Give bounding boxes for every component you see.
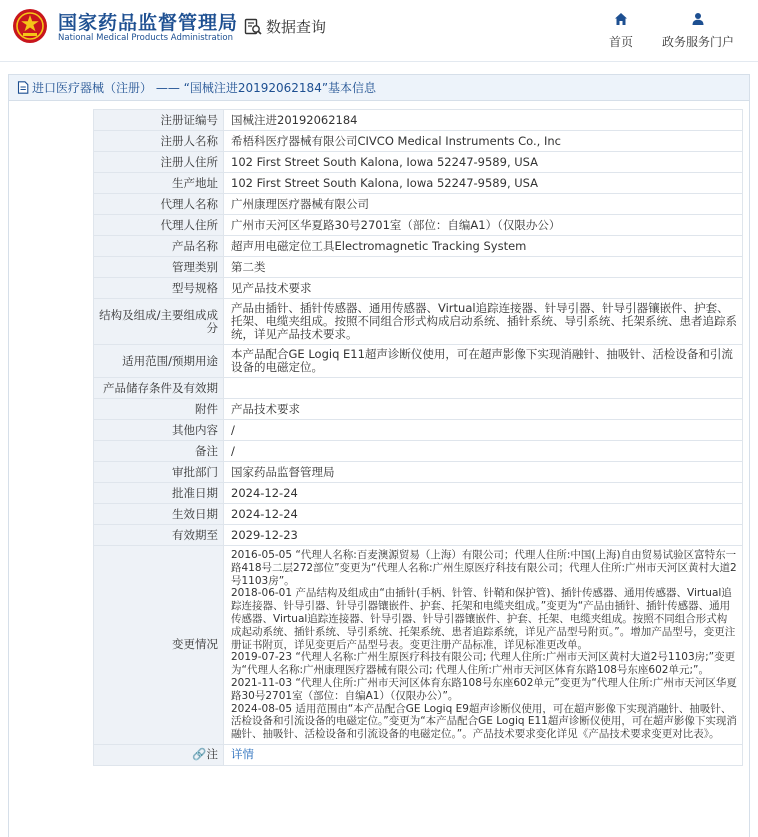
field-label: 生产地址 [94,173,224,194]
field-value: 2024-12-24 [224,483,743,504]
change-history-value: 2016-05-05 “代理人名称:百麦澳源贸易（上海）有限公司；代理人住所:中国(上海)自由贸易试验区富特东一路418号二层272部位”变更为“代理人名称:广州生原医疗科技有限公司；代理人住所:广州市天河区黄村大道2号1103房”。 2018-06-01 产品结构及组成由“由插针(手柄、针管、针鞘和保护管)、插针传感器、通用传感器、Virtual追踪连接器、针导引器、针导引器镶嵌件、护套、托架和电缆夹组成。”变更为“产品由插针、插针传感器、通用传感器、Virtual追踪连接器、针导引器、针导引器镶嵌件、护套、托架、电缆夹组成。按照不同组合形式构成起动系统、插针系统、导引系统、托架系统、患者追踪系统，详见产品型号附页。”。增加产品型号，变更注册证书附页，详见变更后产品型号表。变更注册产品标准，详见标准更改单。 2019-07-23 “代理人名称:广州生原医疗科技有限公司; 代理人住所:广州市天河区黄村大道2号1103房;”变更为“代理人名称:广州康理医疗器械有限公司; 代理人住所:广州市天河区体育东路108号东座602单元;”。 2021-11-03 “代理人住所:广州市天河区体育东路108号东座602单元”变更为“代理人住所:广州市天河区华夏路30号2701室（部位：自编A1）（仅限办公）”。 2024-08-05 适用范围由“本产品配合GE Logiq E9超声诊断仪使用，可在超声影像下实现消融针、抽吸针、活检设备和引流设备的电磁定位。”变更为“本产品配合GE Logiq E11超声诊断仪使用，可在超声影像下实现消融针、抽吸针、活检设备和引流设备的电磁定位。”。产品技术要求变化详见《产品技术要求变更对比表》。 [224,546,743,745]
field-value: 超声用电磁定位工具Electromagnetic Tracking System [224,236,743,257]
nav-service-portal[interactable] [658,12,738,50]
field-label: 生效日期 [94,504,224,525]
field-value: / [224,420,743,441]
nav-service-portal-label: 政务服务门户 [661,35,734,49]
field-value: 产品技术要求 [224,399,743,420]
field-label: 批准日期 [94,483,224,504]
field-label: 审批部门 [94,462,224,483]
detail-panel [8,74,750,837]
field-value: 见产品技术要求 [224,278,743,299]
field-label: 备注 [94,441,224,462]
details-link[interactable]: 详情 [231,747,254,762]
table-row [94,744,743,765]
table-row [94,131,743,152]
table-row [94,173,743,194]
field-value: 国械注进20192062184 [224,110,743,131]
panel-title-bar [9,75,749,101]
note-label-cell [94,744,224,765]
field-value: 产品由插针、插针传感器、通用传感器、Virtual追踪连接器、针导引器、针导引器镶嵌件、护套、托架、电缆夹组成。按照不同组合形式构成启动系统、插针系统、导引系统、托架系统、患者追踪系统，详见产品技术要求。 [224,299,743,345]
note-value [224,744,743,765]
table-row [94,462,743,483]
field-value: 2029-12-23 [224,525,743,546]
table-row [94,345,743,378]
field-label: 产品储存条件及有效期 [94,378,224,399]
note-label: 注 [206,747,218,762]
field-value: 102 First Street South Kalona, Iowa 52247-9589, USA [224,173,743,194]
field-label: 适用范围/预期用途 [94,345,224,378]
table-row [94,215,743,236]
field-label: 产品名称 [94,236,224,257]
field-label: 注册证编号 [94,110,224,131]
national-emblem-icon [12,8,48,44]
data-query-link[interactable] [244,16,326,37]
field-value [224,378,743,399]
table-row [94,378,743,399]
table-row [94,152,743,173]
home-icon [614,12,628,26]
field-value: 102 First Street South Kalona, Iowa 52247-9589, USA [224,152,743,173]
data-query-label: 数据查询 [266,18,327,36]
table-row [94,546,743,745]
table-row [94,420,743,441]
table-row [94,299,743,345]
field-label: 代理人名称 [94,194,224,215]
document-icon [17,81,29,94]
field-label: 管理类别 [94,257,224,278]
field-label: 其他内容 [94,420,224,441]
field-label: 注册人名称 [94,131,224,152]
field-value: 广州市天河区华夏路30号2701室（部位：自编A1）（仅限办公） [224,215,743,236]
nav-home-label: 首页 [608,35,633,49]
field-value: 广州康理医疗器械有限公司 [224,194,743,215]
field-value: 第二类 [224,257,743,278]
table-row [94,525,743,546]
site-header [0,0,758,62]
field-label: 附件 [94,399,224,420]
note-icon: 🔗 [192,747,207,762]
nav-home[interactable] [603,12,639,50]
table-row [94,504,743,525]
field-label: 结构及组成/主要组成成分 [94,299,224,345]
field-label: 型号规格 [94,278,224,299]
table-row [94,483,743,504]
table-row [94,278,743,299]
field-value: 2024-12-24 [224,504,743,525]
field-label: 注册人住所 [94,152,224,173]
table-row [94,194,743,215]
panel-title: 进口医疗器械（注册） —— “国械注进20192062184”基本信息 [32,81,377,95]
table-row [94,110,743,131]
registration-info-table [93,109,743,766]
field-value: 国家药品监督管理局 [224,462,743,483]
field-value: 本产品配合GE Logiq E11超声诊断仪使用，可在超声影像下实现消融针、抽吸针、活检设备和引流设备的电磁定位。 [224,345,743,378]
field-label: 代理人住所 [94,215,224,236]
user-icon [691,12,705,26]
table-row [94,257,743,278]
field-label: 有效期至 [94,525,224,546]
field-value: / [224,441,743,462]
field-label: 变更情况 [94,546,224,745]
table-row [94,441,743,462]
data-query-icon [244,18,262,36]
table-row [94,399,743,420]
site-title-cn[interactable]: 国家药品监督管理局 [58,12,239,34]
table-row [94,236,743,257]
site-title-en: National Medical Products Administration [58,33,233,43]
field-value: 希梧科医疗器械有限公司CIVCO Medical Instruments Co., Inc [224,131,743,152]
